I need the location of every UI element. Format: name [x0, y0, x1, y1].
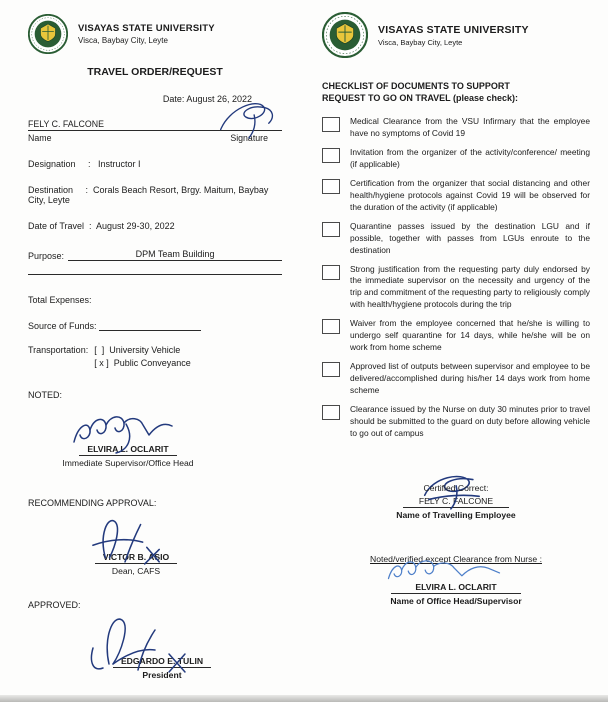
- checkbox[interactable]: [322, 179, 340, 194]
- supervisor-title: Immediate Supervisor/Office Head: [62, 458, 194, 468]
- checklist-title-line1: CHECKLIST OF DOCUMENTS TO SUPPORT: [322, 81, 510, 91]
- university-name: VISAYAS STATE UNIVERSITY: [378, 23, 529, 36]
- travel-order-section: [28, 14, 282, 680]
- university-address: Visca, Baybay City, Leyte: [378, 37, 463, 47]
- approved-label: APPROVED:: [28, 600, 81, 610]
- checkbox[interactable]: [322, 265, 340, 280]
- vsu-seal-icon: [28, 14, 68, 54]
- office-head-title: Name of Office Head/Supervisor: [390, 596, 522, 607]
- noted-verified-line: Noted/verified except Clearance from Nurse :: [370, 554, 542, 565]
- president-signature: [78, 606, 228, 676]
- checklist-item: [322, 264, 590, 312]
- transport-option-public-conveyance: [ x ] Public Conveyance: [94, 358, 191, 368]
- dean-name: VICTOR B. ASIO: [95, 552, 177, 564]
- purpose-second-line: [28, 261, 282, 275]
- recommending-approval-label: RECOMMENDING APPROVAL:: [28, 498, 157, 508]
- right-header-text: [378, 24, 529, 47]
- source-of-funds-field[interactable]: [99, 321, 201, 331]
- employee-signature: [214, 94, 288, 140]
- checklist-item-text: Waiver from the employee concerned that he/she is willing to undergo self quarantine for 14 days, while he/she will be on work from home scheme: [350, 318, 590, 353]
- university-address: Visca, Baybay City, Leyte: [78, 36, 168, 45]
- checklist-item: [322, 404, 590, 440]
- date-line: Date: August 26, 2022: [162, 94, 252, 104]
- checkbox[interactable]: [322, 222, 340, 237]
- checklist-item-text: Strong justification from the requesting party duly endorsed by the immediate supervisor on the necessity and urgency of the trip and commitment of the requesting party to religiously comply with health/hygiene protocols during the trip: [350, 263, 590, 310]
- dean-title: Dean, CAFS: [111, 566, 161, 576]
- checklist-item: [322, 221, 590, 257]
- signature-label: Signature: [230, 133, 268, 143]
- scan-edge: [0, 695, 608, 702]
- supervisor-signature: [62, 408, 180, 456]
- designation-line: Designation : Instructor I: [28, 159, 141, 169]
- checkbox[interactable]: [322, 117, 340, 132]
- travel-date-line: Date of Travel : August 29-30, 2022: [28, 221, 175, 231]
- checkbox[interactable]: [322, 319, 340, 334]
- checklist-item-text: Certification from the organizer that social distancing and other health/hygiene protocols against Covid 19 will be observed for the duration of the activity (if applicable): [350, 177, 590, 212]
- checklist-item: [322, 361, 590, 397]
- university-name: VISAYAS STATE UNIVERSITY: [78, 23, 215, 34]
- checklist-section: [322, 12, 590, 606]
- checklist-item: [322, 318, 590, 354]
- name-signature-row: [28, 116, 282, 143]
- certified-correct-label: Certified Correct:: [423, 483, 489, 494]
- approved-signatory-block: [62, 656, 262, 680]
- checklist-item-text: Medical Clearance from the VSU Infirmary that the employee have no symptoms of Covid 19: [350, 116, 590, 139]
- checklist-item: [322, 116, 590, 140]
- checklist-item-text: Approved list of outputs between supervisor and employee to be delivered/accomplished during his/her 14 days work from home scheme: [350, 360, 590, 395]
- name-label: Name: [28, 133, 52, 143]
- noted-verified-block: [322, 554, 590, 606]
- transportation-label: Transportation:: [28, 345, 89, 355]
- employee-name: FELY C. FALCONE: [28, 119, 104, 129]
- source-of-funds-line: [28, 321, 272, 331]
- checklist-item-text: Clearance issued by the Nurse on duty 30 minutes prior to travel should be submitted to the guard on duty before allowing vehicle to go out of campus: [350, 403, 590, 438]
- purpose-label: Purpose:: [28, 251, 65, 261]
- checklist-item-text: Invitation from the organizer of the activity/conference/ meeting (if applicable): [350, 147, 590, 170]
- transportation-row: [28, 345, 282, 368]
- form-title: TRAVEL ORDER/REQUEST: [87, 66, 223, 78]
- noted-signatory-block: [28, 444, 228, 468]
- certified-correct-block: [322, 483, 590, 520]
- checklist-items: [322, 116, 590, 439]
- checklist-item: [322, 178, 590, 214]
- checkbox[interactable]: [322, 362, 340, 377]
- purpose-row: [28, 249, 282, 261]
- source-of-funds-label: Source of Funds:: [28, 321, 100, 331]
- checklist-item-text: Quarantine passes issued by the destination LGU and if possible, together with passes from LGUs enroute to the destination: [350, 220, 590, 255]
- office-head-signature: [378, 556, 510, 588]
- travelling-employee-title: Name of Travelling Employee: [396, 510, 516, 521]
- office-head-name: ELVIRA L. OCLARIT: [391, 582, 520, 594]
- president-name: EDGARDO E. TULIN: [113, 656, 211, 668]
- right-header: [322, 12, 590, 58]
- checklist-item: [322, 147, 590, 171]
- left-header-text: [78, 23, 215, 45]
- vsu-seal-icon: [322, 12, 368, 58]
- supervisor-name: ELVIRA L. OCLARIT: [79, 444, 176, 456]
- total-expenses-line: Total Expenses:: [28, 295, 92, 305]
- transport-option-university-vehicle: [ ] University Vehicle: [94, 345, 181, 355]
- left-header: [28, 14, 282, 54]
- purpose-field: DPM Team Building: [68, 249, 282, 261]
- destination-line: Destination : Corals Beach Resort, Brgy. Maitum, Baybay City, Leyte: [28, 185, 271, 205]
- transportation-options: [94, 345, 191, 368]
- noted-label: NOTED:: [28, 390, 63, 400]
- dean-signature: [78, 508, 170, 566]
- recommending-signatory-block: [36, 552, 236, 576]
- checklist-title-line2: REQUEST TO GO ON TRAVEL (please check):: [322, 93, 519, 104]
- president-title: President: [142, 670, 182, 680]
- checklist-title: [322, 80, 590, 104]
- checkbox[interactable]: [322, 148, 340, 163]
- travelling-employee-name: FELY C. FALCONE: [403, 496, 509, 508]
- checkbox[interactable]: [322, 405, 340, 420]
